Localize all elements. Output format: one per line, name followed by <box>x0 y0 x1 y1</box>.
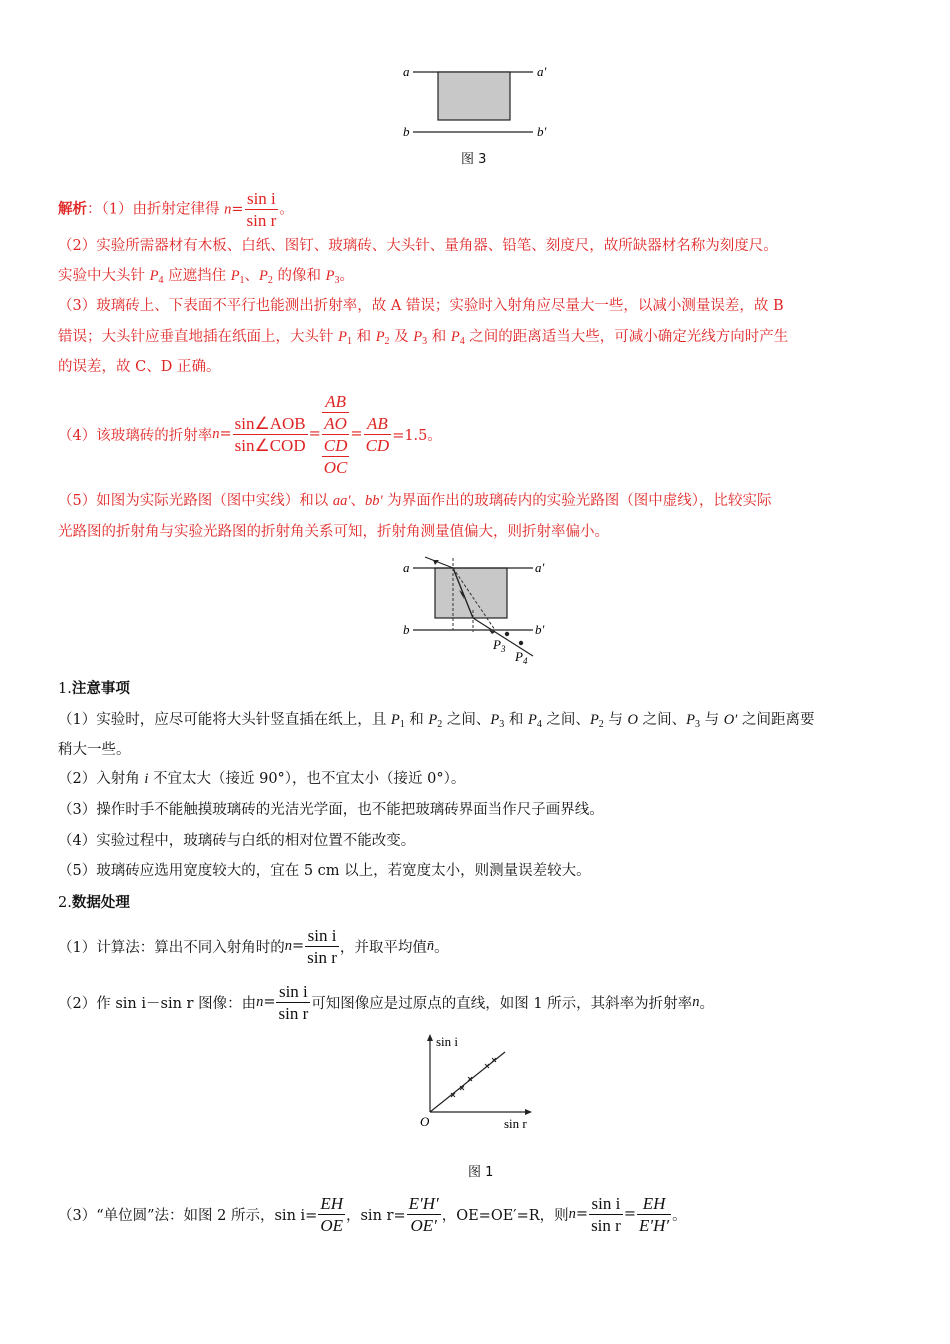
fraction-eh-oe: $\frac{EH}{OE}$ <box>320 1193 343 1235</box>
glass-brick <box>435 568 507 618</box>
x-axis-arrow-icon <box>525 1109 532 1115</box>
note-5: （5）玻璃砖应选用宽度较大的，宜在 5 cm 以上，若宽度太小，则测量误差较大。 <box>58 863 591 879</box>
note-4: （4）实验过程中，玻璃砖与白纸的相对位置不能改变。 <box>58 833 416 849</box>
note-1-line2: 稍大一些。 <box>58 742 131 758</box>
y-axis-label: sin i <box>436 1034 459 1049</box>
y-axis-arrow-icon <box>427 1034 433 1041</box>
analysis-p2-line1: （2）实验所需器材有木板、白纸、图钉、玻璃砖、大头针、量角器、铅笔、刻度尺，故所缺器材名称为刻度尺。 <box>58 238 778 254</box>
label-a-prime: a′ <box>535 560 545 575</box>
analysis-p4: （4）该玻璃砖的折射率 n = $\frac{\text{sin∠AOB}}{\text{sin∠COD}}$ = $\frac{\frac{AB}{AO}}{\frac{CD}{OC}}$ = $\frac{AB}{CD}$ =1.5。 <box>58 391 442 477</box>
analysis-head: 解析 <box>58 201 87 218</box>
fraction-eh-e2h2: $\frac{EH}{E'H'}$ <box>638 1193 670 1235</box>
label-p3: $P_3$ <box>493 637 506 654</box>
pin-p3 <box>505 632 509 636</box>
fraction-sini-sinr: $\frac{\text{sin i}}{\text{sin r}}$ <box>591 1193 621 1235</box>
glass-brick <box>438 72 510 120</box>
label-b: b <box>403 124 410 139</box>
fraction-sin-aob-cod: $\frac{\text{sin∠AOB}}{\text{sin∠COD}}$ <box>234 413 306 455</box>
label-b-prime: b′ <box>537 124 547 139</box>
fraction-sini-sinr: $\frac{\text{sin i}}{\text{sin r}}$ <box>278 981 309 1023</box>
fraction-sini-sinr: $\frac{\text{sin i}}{\text{sin r}}$ <box>246 189 277 230</box>
label-b: b <box>403 622 410 637</box>
notes-heading: 1.注意事项 <box>58 681 130 697</box>
incident-ray <box>425 557 453 568</box>
analysis-p2-line2: 实验中大头针 $P_4$ 应遮挡住 $P_1$、$P_2$ 的像和 $P_3$。 <box>58 268 354 286</box>
fit-line <box>430 1052 505 1112</box>
analysis-p5-line1: （5）如图为实际光路图（图中实线）和以 aa′、bb′ 为界面作出的玻璃砖内的实验光路图（图中虚线），比较实际 <box>58 493 772 509</box>
analysis-p3-line2: 错误；大头针应垂直地插在纸面上，大头针 $P_1$ 和 $P_2$ 及 $P_3$ 和 $P_4$ 之间的距离适当大些，可减小确定光线方向时产生 <box>58 329 789 347</box>
figure-3-diagram <box>395 60 565 146</box>
data-heading: 2.数据处理 <box>58 895 130 911</box>
note-2: （2）入射角 i 不宜太大（接近 90°），也不宜太小（接近 0°）。 <box>58 771 466 787</box>
x-axis-label: sin r <box>504 1116 527 1131</box>
label-a: a <box>403 64 410 79</box>
data-method-2: （2）作 sin i－sin r 图像：由 n = $\frac{\text{sin i}}{\text{sin r}}$ 可知图像应是过原点的直线，如图 1 所示，其斜率为折射率 n 。 <box>58 981 714 1023</box>
fraction-eh2-oe2: $\frac{E'H'}{OE'}$ <box>408 1193 439 1235</box>
analysis-p3-line1: （3）玻璃砖上、下表面不平行也能测出折射率，故 A 错误；实验时入射角应尽量大一些，以减小测量误差，故 B <box>58 298 784 314</box>
label-b-prime: b′ <box>535 622 545 637</box>
label-a-prime: a′ <box>537 64 547 79</box>
note-1-line1: （1）实验时，应尽可能将大头针竖直插在纸上，且 $P_1$ 和 $P_2$ 之间、$P_3$ 和 $P_4$ 之间、$P_2$ 与 O 之间、$P_3$ 与 O′ 之间距离要 <box>58 712 815 730</box>
figure-1-graph <box>410 1030 550 1135</box>
label-a: a <box>403 560 410 575</box>
data-method-3: （3）“单位圆”法：如图 2 所示，sin i= $\frac{EH}{OE}$ ，sin r= $\frac{E'H'}{OE'}$ ，OE=OE′=R，则 n = $\frac{\text{sin i}}{\text{sin r}}$ = $\frac{EH}{E'H'}$ 。 <box>58 1193 687 1235</box>
note-3: （3）操作时手不能触摸玻璃砖的光洁光学面，也不能把玻璃砖界面当作尺子画界线。 <box>58 802 604 818</box>
analysis-p5-line2: 光路图的折射角与实验光路图的折射角关系可知，折射角测量值偏大，则折射率偏小。 <box>58 524 609 540</box>
pin-p4 <box>519 641 523 645</box>
figure-1-caption: 图 1 <box>468 1165 494 1180</box>
analysis-p3-line3: 的误差，故 C、D 正确。 <box>58 359 221 375</box>
fraction-sini-sinr: $\frac{\text{sin i}}{\text{sin r}}$ <box>307 925 337 967</box>
fraction-ab-cd: $\frac{AB}{CD}$ <box>365 413 390 455</box>
analysis-p1: 解析：（1）由折射定律得 n= $\frac{\text{sin i}}{\text{sin r}}$ 。 <box>58 189 294 230</box>
label-p4: $P_4$ <box>515 649 528 666</box>
data-method-1: （1）计算法：算出不同入射角时的 n = $\frac{\text{sin i}}{\text{sin r}}$ ，并取平均值 n̄ 。 <box>58 925 449 967</box>
light-path-diagram <box>395 548 565 668</box>
figure-3-caption: 图 3 <box>461 152 487 167</box>
origin-label: O <box>420 1114 430 1129</box>
compound-fraction: $\frac{\frac{AB}{AO}}{\frac{CD}{OC}}$ <box>323 391 348 477</box>
